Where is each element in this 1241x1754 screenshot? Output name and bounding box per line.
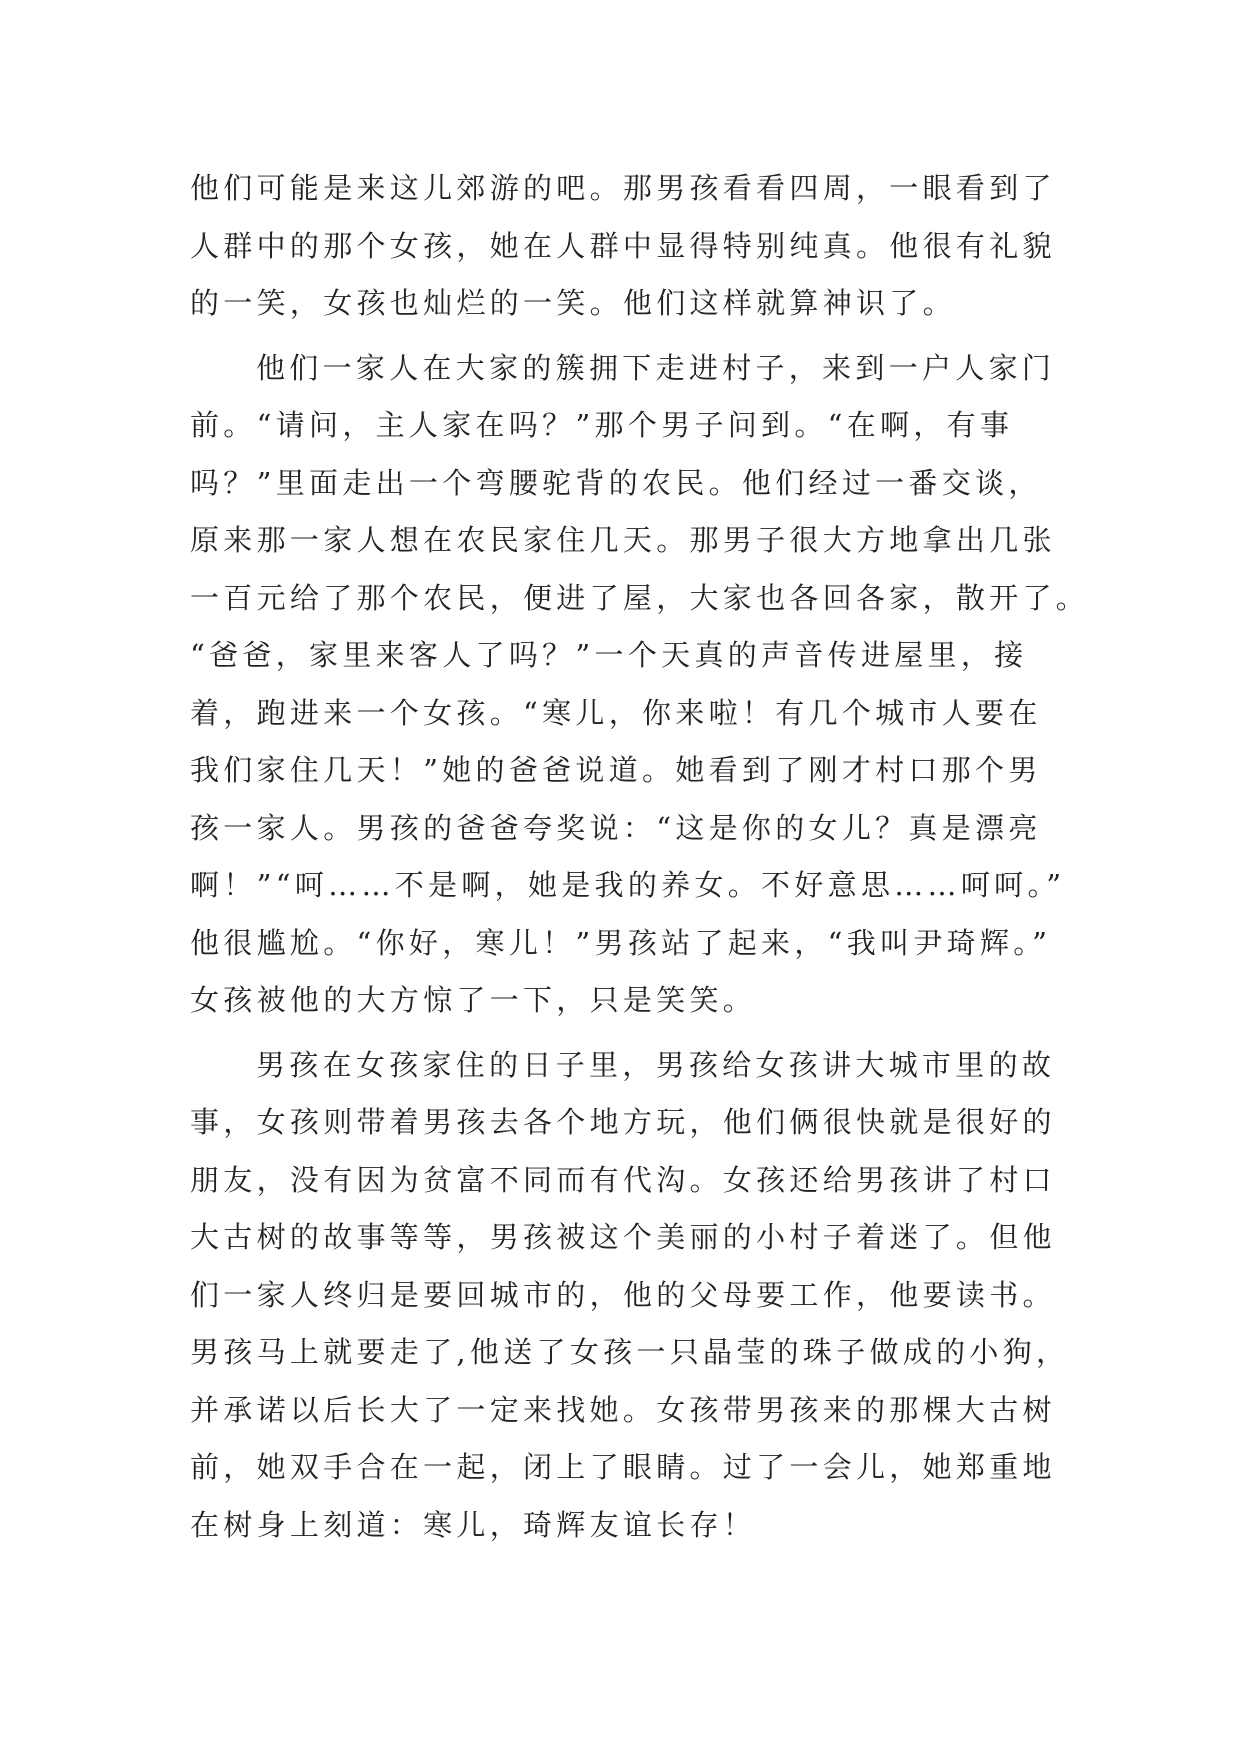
text-line: 一百元给了那个农民，便进了屋，大家也各回各家，散开了。 [190,580,1090,615]
text-line: 他们一家人在大家的簇拥下走进村子，来到一户人家门 [256,350,1056,385]
text-line: 并承诺以后长大了一定来找她。女孩带男孩来的那棵大古树 [190,1392,1056,1427]
text-line: 啊！”“呵……不是啊，她是我的养女。不好意思……呵呵。” [190,868,1066,902]
story-text [190,160,1090,1554]
text-line: 朋友，没有因为贫富不同而有代沟。女孩还给男孩讲了村口 [190,1162,1056,1197]
text-line: 人群中的那个女孩，她在人群中显得特别纯真。他很有礼貌 [190,228,1056,263]
text-line: 前。“请问，主人家在吗？”那个男子问到。“在啊，有事 [190,408,1014,442]
text-line: 们一家人终归是要回城市的，他的父母要工作，他要读书。 [190,1277,1056,1312]
text-line: 女孩被他的大方惊了一下，只是笑笑。 [190,983,757,1017]
text-line: 他很尴尬。“你好，寒儿！”男孩站了起来，“我叫尹琦辉。” [190,925,1052,960]
text-line: 大古树的故事等等，男孩被这个美丽的小村子着迷了。但他 [190,1220,1056,1254]
text-line: 他们可能是来这儿郊游的吧。那男孩看看四周，一眼看到了 [190,171,1056,205]
text-line: 我们家住几天！”她的爸爸说道。她看到了刚才村口那个男 [190,753,1042,787]
paragraph-2 [190,340,1090,1030]
text-line: 的一笑，女孩也灿烂的一笑。他们这样就算神识了。 [190,286,956,320]
text-line: 原来那一家人想在农民家住几天。那男子很大方地拿出几张 [190,523,1056,557]
text-line: “爸爸，家里来客人了吗？”一个天真的声音传进屋里，接 [190,638,1028,672]
text-line: 吗？”里面走出一个弯腰驼背的农民。他们经过一番交谈， [190,465,1042,500]
text-line: 男孩马上就要走了,他送了女孩一只晶莹的珠子做成的小狗， [190,1335,1070,1369]
text-line: 孩一家人。男孩的爸爸夸奖说：“这是你的女儿？真是漂亮 [190,810,1042,845]
paragraph-3 [190,1037,1070,1555]
text-line: 前，她双手合在一起，闭上了眼睛。过了一会儿，她郑重地 [190,1450,1056,1484]
text-line: 着，跑进来一个女孩。“寒儿，你来啦！有几个城市人要在 [190,695,1042,730]
text-line: 事，女孩则带着男孩去各个地方玩，他们俩很快就是很好的 [190,1105,1056,1139]
text-line: 在树身上刻道：寒儿，琦辉友谊长存！ [190,1507,757,1542]
paragraph-1 [190,160,1056,333]
text-line: 男孩在女孩家住的日子里，男孩给女孩讲大城市里的故 [256,1047,1056,1082]
